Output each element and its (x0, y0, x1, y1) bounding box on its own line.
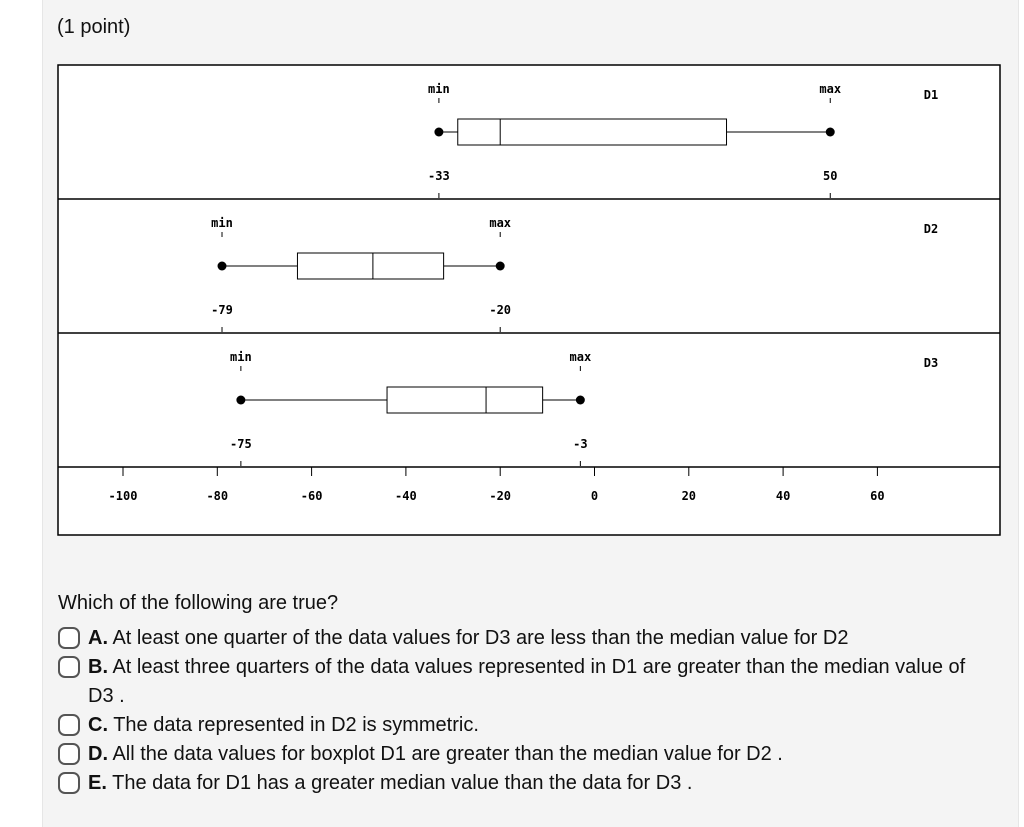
d3-series-label: D3 (923, 356, 939, 370)
d1-max-value-label: 50 (823, 169, 838, 183)
option-a-text: At least one quarter of the data values for D3 are less than the median value for D2 (108, 627, 849, 649)
option-d-checkbox[interactable] (58, 743, 80, 765)
option-c-letter: C. (88, 714, 108, 736)
option-d-letter: D. (88, 743, 108, 765)
option-d[interactable] (56, 740, 996, 769)
d3-min-value-label: -75 (230, 437, 252, 451)
d1-max-point (826, 128, 835, 137)
d1-box (458, 119, 727, 145)
d2-max-label: max (489, 216, 512, 230)
option-c[interactable] (56, 711, 996, 740)
x-axis-tick-label: -100 (108, 489, 138, 503)
option-e-letter: E. (88, 772, 107, 794)
d2-series-label: D2 (923, 222, 939, 236)
option-e-checkbox[interactable] (58, 772, 80, 794)
d3-max-label: max (569, 350, 592, 364)
x-axis-tick-label: 20 (681, 489, 697, 503)
d1-series-label: D1 (923, 88, 939, 102)
x-axis-tick-label: 40 (775, 489, 791, 503)
x-axis-tick-label: -40 (395, 489, 417, 503)
d2-min-point (218, 262, 227, 271)
d1-min-label: min (428, 82, 450, 96)
option-b-text: At least three quarters of the data values represented in D1 are greater than the median value of D3 . (88, 656, 966, 707)
x-axis-tick-label: 0 (590, 489, 599, 503)
x-axis-tick-label: 60 (870, 489, 885, 503)
option-b[interactable] (56, 653, 996, 711)
d2-max-value-label: -20 (489, 303, 512, 317)
option-b-checkbox[interactable] (58, 656, 80, 678)
d2-box (297, 253, 443, 279)
d3-max-point (576, 396, 585, 405)
d1-min-point (434, 128, 443, 137)
x-axis-tick-label: -20 (489, 489, 512, 503)
d2-min-label: min (211, 216, 233, 230)
d3-box (387, 387, 543, 413)
option-c-checkbox[interactable] (58, 714, 80, 736)
option-a-checkbox[interactable] (58, 627, 80, 649)
x-axis-tick-label: -80 (206, 489, 229, 503)
option-b-letter: B. (88, 656, 108, 678)
boxplot-svg (57, 64, 1001, 536)
boxplot-chart (57, 64, 1001, 536)
d3-max-value-label: -3 (573, 437, 588, 451)
d1-max-label: max (819, 82, 842, 96)
d2-min-value-label: -79 (211, 303, 233, 317)
d3-min-point (236, 396, 245, 405)
option-e[interactable] (56, 769, 996, 798)
option-c-text: The data represented in D2 is symmetric. (108, 714, 479, 736)
d2-max-point (496, 262, 505, 271)
question-prompt: Which of the following are true? (58, 592, 339, 614)
x-axis-tick-label: -60 (300, 489, 323, 503)
d1-min-value-label: -33 (428, 169, 450, 183)
option-d-text: All the data values for boxplot D1 are greater than the median value for D2 . (108, 743, 783, 765)
answer-options (56, 624, 996, 798)
option-e-text: The data for D1 has a greater median value than the data for D3 . (106, 772, 693, 794)
d3-min-label: min (230, 350, 252, 364)
option-a-letter: A. (88, 627, 108, 649)
option-a[interactable] (56, 624, 996, 653)
points-label: (1 point) (57, 16, 131, 38)
